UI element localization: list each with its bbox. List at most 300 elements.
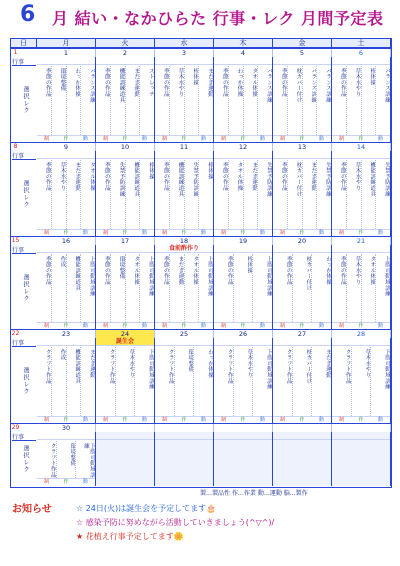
type-tag: 動: [377, 417, 383, 423]
type-tag: 動: [82, 136, 88, 142]
type-tag: 動: [377, 323, 383, 329]
activity-types: [332, 135, 390, 142]
date-cell: 2: [96, 49, 155, 57]
activity-item: 季節の作品: [332, 254, 347, 322]
week-start-date: 15: [11, 237, 20, 244]
type-tag: 動: [141, 136, 147, 142]
event-slot: [96, 151, 154, 159]
activity-item: 枕カバー付け: [288, 160, 303, 229]
event-slot: [214, 57, 272, 65]
activity-item: 棒体操: [148, 162, 154, 180]
activity-item: 季節の作品: [273, 66, 288, 135]
activity-item: クラフト作品: [332, 347, 352, 416]
activity-item: 下肢可動域訓練: [148, 349, 155, 390]
activity-item: 下肢可動域訓練: [83, 443, 96, 478]
activity-item: 下肢可動域訓練: [384, 349, 391, 390]
day-cell: [96, 245, 155, 330]
type-legend: 製…製品性 作…作業 動…運動 脳…製作: [200, 490, 308, 497]
activity-item: 季節の作品: [273, 160, 288, 229]
type-tag: 制: [44, 323, 50, 329]
activity-item: 季節の作品: [37, 160, 52, 229]
header-day: 金: [273, 39, 332, 48]
week-start-date: 1: [13, 49, 18, 56]
date-cell: 12: [214, 143, 273, 151]
activity-item: 季節の作品: [332, 66, 347, 135]
activity-types: [96, 322, 154, 329]
date-cell: 23: [37, 330, 96, 338]
activities: [273, 347, 331, 416]
activity-item: クラフト作品: [273, 347, 293, 416]
date-cell: [96, 424, 155, 432]
activity-item: タオル体操: [229, 160, 244, 229]
row-labels: [11, 57, 37, 143]
activity-item: 機能訓練道具: [111, 66, 126, 135]
activity-types: [155, 135, 213, 142]
type-tag: 動: [200, 230, 206, 236]
activities: [96, 160, 154, 229]
activity-item: 上肢可動域訓練: [148, 256, 154, 297]
activity-item: 季節の作品: [214, 160, 229, 229]
type-tag: 制: [44, 417, 50, 423]
activity-item: わっか体操: [207, 349, 214, 378]
type-tag: 作: [122, 230, 128, 236]
activity-item: クラフト作品: [37, 347, 52, 416]
type-tag: 動: [377, 230, 383, 236]
activity-item: 季節の作品: [214, 66, 229, 135]
type-tag: 制: [44, 230, 50, 236]
activity-item: 季節の作品: [96, 160, 111, 229]
activities: [332, 254, 390, 322]
type-tag: 動: [141, 417, 147, 423]
day-cell: [214, 432, 273, 486]
activity-item: 環境整備: [57, 441, 77, 478]
rec-row-label: 選択レク: [22, 367, 29, 395]
activity-item: 上肢可動域訓練: [266, 256, 273, 297]
event-slot: [273, 338, 331, 346]
activity-item: 棒体操: [185, 66, 200, 135]
date-cell: 25: [155, 330, 214, 338]
activity-item: ストレッチ: [148, 68, 154, 97]
type-tag: 制: [280, 323, 286, 329]
header-day-sun: 日: [11, 39, 37, 48]
event-row-label: 行事: [12, 338, 36, 347]
activity-item: 季節の作品: [37, 254, 52, 322]
activities: [155, 66, 213, 135]
activities: [37, 347, 95, 416]
activity-types: [37, 416, 95, 423]
type-tag: 作: [299, 417, 305, 423]
date-cell: 26: [214, 330, 273, 338]
header-day: 火: [96, 39, 155, 48]
date-cell: 17: [96, 237, 155, 245]
date-cell: 4: [214, 49, 273, 57]
event-slot: 食前酢作り: [155, 245, 213, 253]
date-cell: 6: [332, 49, 391, 57]
rec-row-label: 選択レク: [22, 180, 29, 208]
date-cell: 20: [273, 237, 332, 245]
activity-item: タオル体操: [185, 254, 200, 322]
page-title: 月 結い・なかひらた 行事・レク 月間予定表: [52, 9, 384, 28]
type-tag: 作: [240, 230, 246, 236]
event-slot: [37, 151, 95, 159]
activities: [155, 254, 213, 322]
event-slot: [332, 432, 390, 440]
type-tag: 作: [240, 323, 246, 329]
activity-types: [332, 322, 390, 329]
week-row: [11, 48, 391, 142]
activity-item: バランス訓練: [303, 66, 318, 135]
activity-item: バランス訓練: [325, 68, 331, 103]
activity-types: [273, 229, 331, 236]
activity-item: 季節の作品: [273, 254, 293, 322]
notice-infection: ☆ 感染予防に努めながら活動していきましょう(^▽^)/: [76, 518, 275, 527]
activity-item: クラフト作品: [96, 347, 116, 416]
day-cell: [332, 338, 391, 424]
activity-types: [214, 229, 272, 236]
event-slot: [273, 245, 331, 253]
rec-row-label: 選択レク: [22, 445, 29, 473]
type-tag: 動: [141, 323, 147, 329]
activities: [96, 347, 154, 416]
activity-item: 機能訓練道具: [67, 347, 82, 416]
day-cell: [37, 151, 96, 237]
activity-item: 枕カバー付け: [293, 254, 313, 322]
date-cell: 10: [96, 143, 155, 151]
type-tag: 動: [82, 230, 88, 236]
type-tag: 作: [358, 230, 364, 236]
calendar-table: [10, 38, 392, 488]
day-cell: [332, 151, 391, 237]
event-slot: [332, 57, 390, 65]
activity-item: 機能訓練道具: [126, 160, 141, 229]
day-cell: [37, 338, 96, 424]
date-cell: 13: [273, 143, 332, 151]
type-tag: 動: [141, 230, 147, 236]
week-start-date: 8: [13, 143, 18, 150]
day-cell: [214, 151, 273, 237]
activity-types: [37, 478, 95, 485]
day-cell: [96, 57, 155, 143]
type-tag: 制: [162, 417, 168, 423]
event-row-label: 行事: [12, 57, 36, 66]
activity-item: 季節の作品: [96, 254, 111, 322]
activity-item: 季節の作品: [332, 160, 347, 229]
type-tag: 作: [63, 417, 69, 423]
day-cell: [273, 338, 332, 424]
header-day: 水: [155, 39, 214, 48]
activity-item: 失禁予防訓練: [111, 160, 126, 229]
type-tag: 作: [358, 417, 364, 423]
activity-item: まだぎ運動: [170, 254, 185, 322]
type-tag: 制: [162, 136, 168, 142]
type-tag: 動: [259, 230, 265, 236]
type-tag: 制: [103, 323, 109, 329]
type-tag: 動: [318, 230, 324, 236]
activities: [96, 254, 154, 322]
activity-types: [37, 135, 95, 142]
event-slot: [332, 338, 390, 346]
event-row-label: 行事: [12, 151, 36, 160]
activity-item: クラフト作品: [214, 347, 234, 416]
day-cell: [273, 151, 332, 237]
activity-types: [273, 135, 331, 142]
activity-item: 上肢可動域訓練: [89, 256, 95, 297]
header-day: 木: [214, 39, 273, 48]
activity-item: 機能訓練道具: [362, 160, 377, 229]
activity-item: 環境整備: [111, 254, 126, 322]
type-tag: 作: [299, 323, 305, 329]
activity-item: わっか体操: [67, 66, 82, 135]
day-cell: [37, 57, 96, 143]
activity-item: 棒体操: [207, 162, 213, 180]
event-slot: [155, 338, 213, 346]
notice-title: お知らせ: [12, 504, 52, 515]
activity-item: 棒体操: [234, 254, 254, 322]
activities: [96, 66, 154, 135]
date-cell: 21: [332, 237, 391, 245]
type-tag: 作: [240, 136, 246, 142]
type-tag: 作: [122, 323, 128, 329]
day-cell: [214, 245, 273, 330]
row-labels: [11, 151, 37, 237]
type-tag: 制: [103, 417, 109, 423]
event-slot: [96, 432, 154, 440]
activity-item: タオル体操: [126, 254, 141, 322]
activity-item: まだぎ運動: [244, 160, 259, 229]
activity-item: 季節の作品: [155, 254, 170, 322]
day-cell: [155, 338, 214, 424]
event-slot: [214, 338, 272, 346]
activities: [273, 160, 331, 229]
type-tag: 制: [44, 479, 50, 485]
day-cell: [96, 151, 155, 237]
type-tag: 作: [240, 417, 246, 423]
activity-item: 草木水やり: [347, 160, 362, 229]
activity-item: 草木水やり: [347, 66, 362, 135]
type-tag: 作: [358, 323, 364, 329]
type-tag: 制: [103, 230, 109, 236]
type-tag: 作: [63, 323, 69, 329]
type-tag: 動: [318, 323, 324, 329]
type-tag: 作: [299, 230, 305, 236]
date-cell: [273, 424, 332, 432]
day-cell: [332, 245, 391, 330]
type-tag: 制: [162, 230, 168, 236]
type-tag: 制: [339, 136, 345, 142]
activities: [214, 160, 272, 229]
header-day: 土: [332, 39, 391, 48]
activity-item: クラフト作品: [37, 441, 57, 478]
activity-item: 失禁予防訓練: [185, 160, 200, 229]
week-row: [11, 236, 391, 329]
type-tag: 制: [44, 136, 50, 142]
type-tag: 作: [181, 417, 187, 423]
type-tag: 制: [280, 230, 286, 236]
notice-birthday: ☆ 24日(火)は誕生会を予定してます🎂: [76, 504, 217, 513]
activity-item: 上肢可動域訓練: [384, 256, 390, 297]
activity-item: わっか体操: [229, 66, 244, 135]
day-cell: [155, 151, 214, 237]
activity-item: 季節の作品: [155, 160, 170, 229]
activity-item: 環境整備: [52, 66, 67, 135]
activity-item: 草木水やり: [347, 254, 362, 322]
type-tag: 制: [221, 323, 227, 329]
event-slot: [155, 151, 213, 159]
activity-item: タオル体操: [362, 254, 377, 322]
type-tag: 制: [103, 136, 109, 142]
type-tag: 作: [181, 136, 187, 142]
date-cell: [214, 424, 273, 432]
date-cell: 18: [155, 237, 214, 245]
date-cell: 14: [332, 143, 391, 151]
activity-item: 草木水やり: [234, 347, 254, 416]
date-cell: 24: [96, 330, 155, 338]
week-row: [11, 329, 391, 423]
activity-item: 失禁予防訓練: [325, 162, 331, 197]
type-tag: 作: [122, 417, 128, 423]
activities: [37, 160, 95, 229]
activity-item: まだぎ運動: [303, 160, 318, 229]
type-tag: 動: [82, 479, 88, 485]
date-cell: 16: [37, 237, 96, 245]
activity-item: まだぎ運動: [67, 160, 82, 229]
activity-item: まだぎ運動: [207, 68, 213, 97]
type-tag: 作: [63, 479, 69, 485]
type-tag: 作: [358, 136, 364, 142]
row-labels: [11, 432, 37, 486]
activity-item: 枕カバー付け: [288, 66, 303, 135]
activity-item: 草木水やり: [52, 160, 67, 229]
activities: [332, 160, 390, 229]
type-tag: 動: [200, 323, 206, 329]
activity-item: わっか体操: [325, 256, 332, 285]
activity-item: 作成: [52, 254, 67, 322]
event-slot: [214, 245, 272, 253]
date-cell: 5: [273, 49, 332, 57]
type-tag: 制: [339, 323, 345, 329]
row-labels: [11, 245, 37, 330]
event-slot: [37, 432, 95, 440]
activity-item: 季節の作品: [37, 66, 52, 135]
type-tag: 制: [221, 136, 227, 142]
event-slot: [273, 432, 331, 440]
activity-types: [155, 416, 213, 423]
date-cell: [155, 424, 214, 432]
date-cell: 1: [37, 49, 96, 57]
activity-item: まだぎ運動: [325, 349, 332, 378]
day-cell: [273, 432, 332, 486]
type-tag: 動: [200, 136, 206, 142]
activity-item: 季節の作品: [96, 66, 111, 135]
day-cell: [96, 338, 155, 424]
activity-item: 季節の作品: [214, 254, 234, 322]
activity-item: タオル体操: [89, 162, 95, 191]
event-slot: [273, 151, 331, 159]
event-row-label: 行事: [12, 245, 36, 254]
date-cell: 3: [155, 49, 214, 57]
day-cell: [332, 432, 391, 486]
type-tag: 制: [280, 136, 286, 142]
activity-item: 機能訓練道具: [67, 254, 82, 322]
activities: [273, 254, 331, 322]
activity-item: 失禁予防訓練: [266, 162, 272, 197]
day-cell: [214, 338, 273, 424]
activities: [155, 160, 213, 229]
type-tag: 動: [82, 323, 88, 329]
activities: [37, 441, 95, 478]
activity-types: [332, 416, 390, 423]
type-tag: 作: [181, 323, 187, 329]
type-tag: 動: [82, 417, 88, 423]
day-cell: [155, 245, 214, 330]
activity-item: バランス訓練: [266, 68, 272, 103]
event-slot: [273, 57, 331, 65]
type-tag: 制: [221, 417, 227, 423]
day-cell: [273, 57, 332, 143]
week-start-date: 22: [11, 330, 20, 337]
page-title-bar: [0, 0, 400, 34]
rec-row-label: 選択レク: [22, 273, 29, 302]
row-labels: [11, 338, 37, 424]
day-cell: [37, 432, 96, 486]
type-tag: 制: [339, 230, 345, 236]
activity-item: まだぎ運動: [126, 66, 141, 135]
activity-item: クラフト作品: [155, 347, 175, 416]
activity-item: 草木水やり: [116, 347, 136, 416]
activity-types: [273, 322, 331, 329]
activity-item: 枕カバー付け: [293, 347, 313, 416]
activity-types: [155, 229, 213, 236]
activity-types: [37, 229, 95, 236]
type-tag: 作: [63, 136, 69, 142]
activity-item: 機能訓練道具: [170, 160, 185, 229]
type-tag: 動: [259, 136, 265, 142]
event-slot: [155, 432, 213, 440]
activity-item: 棒体操: [362, 66, 377, 135]
activity-item: 季節の作品: [155, 66, 170, 135]
activity-types: [214, 322, 272, 329]
type-tag: 作: [299, 136, 305, 142]
event-slot: [332, 245, 390, 253]
day-cell: [155, 432, 214, 486]
event-slot: [96, 245, 154, 253]
activities: [214, 347, 272, 416]
event-slot: [37, 57, 95, 65]
activity-item: 作成: [52, 347, 67, 416]
type-tag: 動: [259, 417, 265, 423]
date-cell: 9: [37, 143, 96, 151]
event-slot: 誕生会: [96, 338, 154, 346]
activity-types: [96, 229, 154, 236]
activity-item: 下肢可動域訓練: [266, 349, 273, 390]
day-cell: [96, 432, 155, 486]
activity-item: 草木水やり: [170, 66, 185, 135]
activity-types: [96, 416, 154, 423]
activity-types: [155, 322, 213, 329]
type-tag: 動: [259, 323, 265, 329]
activities: [214, 254, 272, 322]
type-tag: 動: [318, 136, 324, 142]
rec-row-label: 選択レク: [22, 86, 29, 114]
activity-item: タオル体操: [244, 66, 259, 135]
type-tag: 動: [318, 417, 324, 423]
type-tag: 動: [377, 136, 383, 142]
date-cell: 30: [37, 424, 96, 432]
activity-item: 草木水やり: [352, 347, 372, 416]
activity-item: 上肢可動域訓練: [207, 256, 213, 297]
event-slot: [214, 151, 272, 159]
activities: [332, 347, 390, 416]
